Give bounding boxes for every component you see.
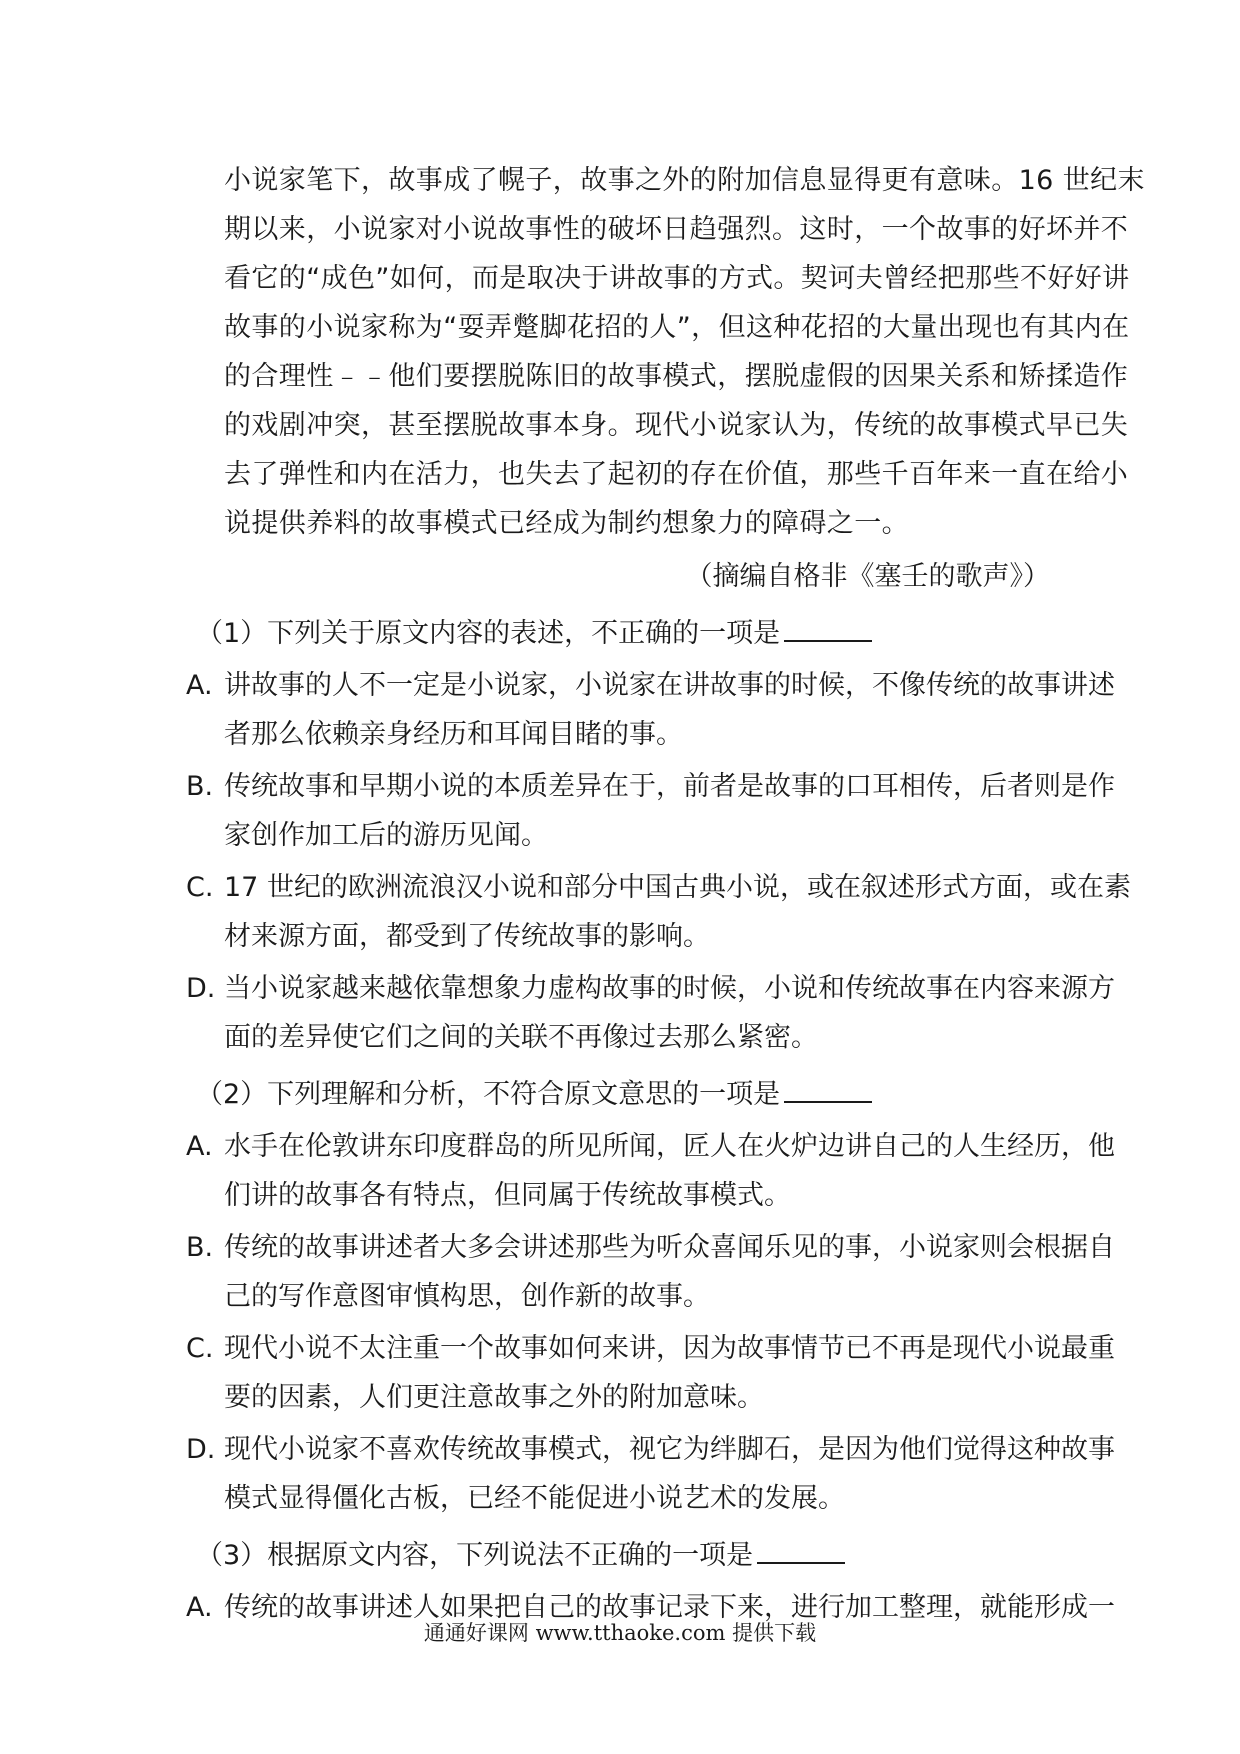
option-text: 当小说家越来越依靠想象力虚构故事的时候，小说和传统故事在内容来源方 xyxy=(224,973,1115,1004)
question-stem xyxy=(186,1531,1056,1580)
option-letter: D. xyxy=(186,973,216,1004)
option-letter: C. xyxy=(186,872,214,903)
passage-line: 小说家笔下，故事成了幌子，故事之外的附加信息显得更有意味。16 世纪末 xyxy=(224,165,1145,196)
option-letter: A. xyxy=(186,1131,213,1162)
page-footer: 通通好课网 www.tthaoke.com 提供下载 xyxy=(423,1621,817,1645)
option-text-continued: 己的写作意图审慎构思，创作新的故事。 xyxy=(224,1281,710,1312)
question-stem xyxy=(186,609,1056,658)
option-text-continued: 材来源方面，都受到了传统故事的影响。 xyxy=(224,921,710,952)
option-d[interactable] xyxy=(186,964,1115,1062)
option-b[interactable] xyxy=(186,762,1115,860)
option-text-continued: 们讲的故事各有特点，但同属于传统故事模式。 xyxy=(224,1180,791,1211)
option-a[interactable] xyxy=(186,1122,1115,1220)
option-a[interactable] xyxy=(186,661,1115,759)
option-letter: B. xyxy=(186,771,214,802)
page-content xyxy=(186,156,1145,1632)
question-text: （3）根据原文内容，下列说法不正确的一项是 xyxy=(196,1540,754,1571)
option-text: 传统的故事讲述人如果把自己的故事记录下来，进行加工整理，就能形成一 xyxy=(224,1592,1115,1623)
question-text: （2）下列理解和分析，不符合原文意思的一项是 xyxy=(196,1079,781,1110)
option-text-continued: 者那么依赖亲身经历和耳闻目睹的事。 xyxy=(224,719,683,750)
option-text: 现代小说不太注重一个故事如何来讲，因为故事情节已不再是现代小说最重 xyxy=(224,1333,1115,1364)
source-citation: （摘编自格非《塞壬的歌声》） xyxy=(685,561,1050,592)
passage-line: 的合理性﹣﹣他们要摆脱陈旧的故事模式，摆脱虚假的因果关系和矫揉造作 xyxy=(224,361,1129,392)
passage-line: 去了弹性和内在活力，也失去了起初的存在价值，那些千百年来一直在给小 xyxy=(224,459,1129,490)
option-b[interactable] xyxy=(186,1223,1115,1321)
option-text-continued: 要的因素，人们更注意故事之外的附加意味。 xyxy=(224,1382,764,1413)
option-c[interactable] xyxy=(186,1324,1115,1422)
passage-line: 看它的“成色”如何，而是取决于讲故事的方式。契诃夫曾经把那些不好好讲 xyxy=(224,263,1130,294)
passage-line: 说提供养料的故事模式已经成为制约想象力的障碍之一。 xyxy=(224,508,909,539)
passage-line: 期以来，小说家对小说故事性的破坏日趋强烈。这时，一个故事的好坏并不 xyxy=(224,214,1129,245)
option-letter: A. xyxy=(186,670,213,701)
option-text: 水手在伦敦讲东印度群岛的所见所闻，匠人在火炉边讲自己的人生经历，他 xyxy=(224,1131,1115,1162)
option-text: 17 世纪的欧洲流浪汉小说和部分中国古典小说，或在叙述形式方面，或在素 xyxy=(224,872,1131,903)
option-letter: D. xyxy=(186,1434,216,1465)
option-text: 现代小说家不喜欢传统故事模式，视它为绊脚石，是因为他们觉得这种故事 xyxy=(224,1434,1115,1465)
option-d[interactable] xyxy=(186,1425,1115,1523)
option-text-continued: 面的差异使它们之间的关联不再像过去那么紧密。 xyxy=(224,1022,818,1053)
answer-blank[interactable] xyxy=(784,1077,872,1103)
answer-blank[interactable] xyxy=(757,1538,845,1564)
passage-line: 的戏剧冲突，甚至摆脱故事本身。现代小说家认为，传统的故事模式早已失 xyxy=(224,410,1129,441)
passage-line: 故事的小说家称为“耍弄蹩脚花招的人”，但这种花招的大量出现也有其内在 xyxy=(224,312,1130,343)
question-text: （1）下列关于原文内容的表述，不正确的一项是 xyxy=(196,618,781,649)
option-letter: C. xyxy=(186,1333,214,1364)
option-letter: B. xyxy=(186,1232,214,1263)
option-text-continued: 模式显得僵化古板，已经不能促进小说艺术的发展。 xyxy=(224,1483,845,1514)
option-letter: A. xyxy=(186,1592,213,1623)
option-text: 传统的故事讲述者大多会讲述那些为听众喜闻乐见的事，小说家则会根据自 xyxy=(224,1232,1115,1263)
option-text-continued: 家创作加工后的游历见闻。 xyxy=(224,820,548,851)
option-c[interactable] xyxy=(186,863,1131,961)
question-stem xyxy=(186,1070,1056,1119)
option-text: 讲故事的人不一定是小说家，小说家在讲故事的时候，不像传统的故事讲述 xyxy=(224,670,1115,701)
answer-blank[interactable] xyxy=(784,616,872,642)
passage-paragraph xyxy=(186,156,1145,548)
option-text: 传统故事和早期小说的本质差异在于，前者是故事的口耳相传，后者则是作 xyxy=(224,771,1115,802)
